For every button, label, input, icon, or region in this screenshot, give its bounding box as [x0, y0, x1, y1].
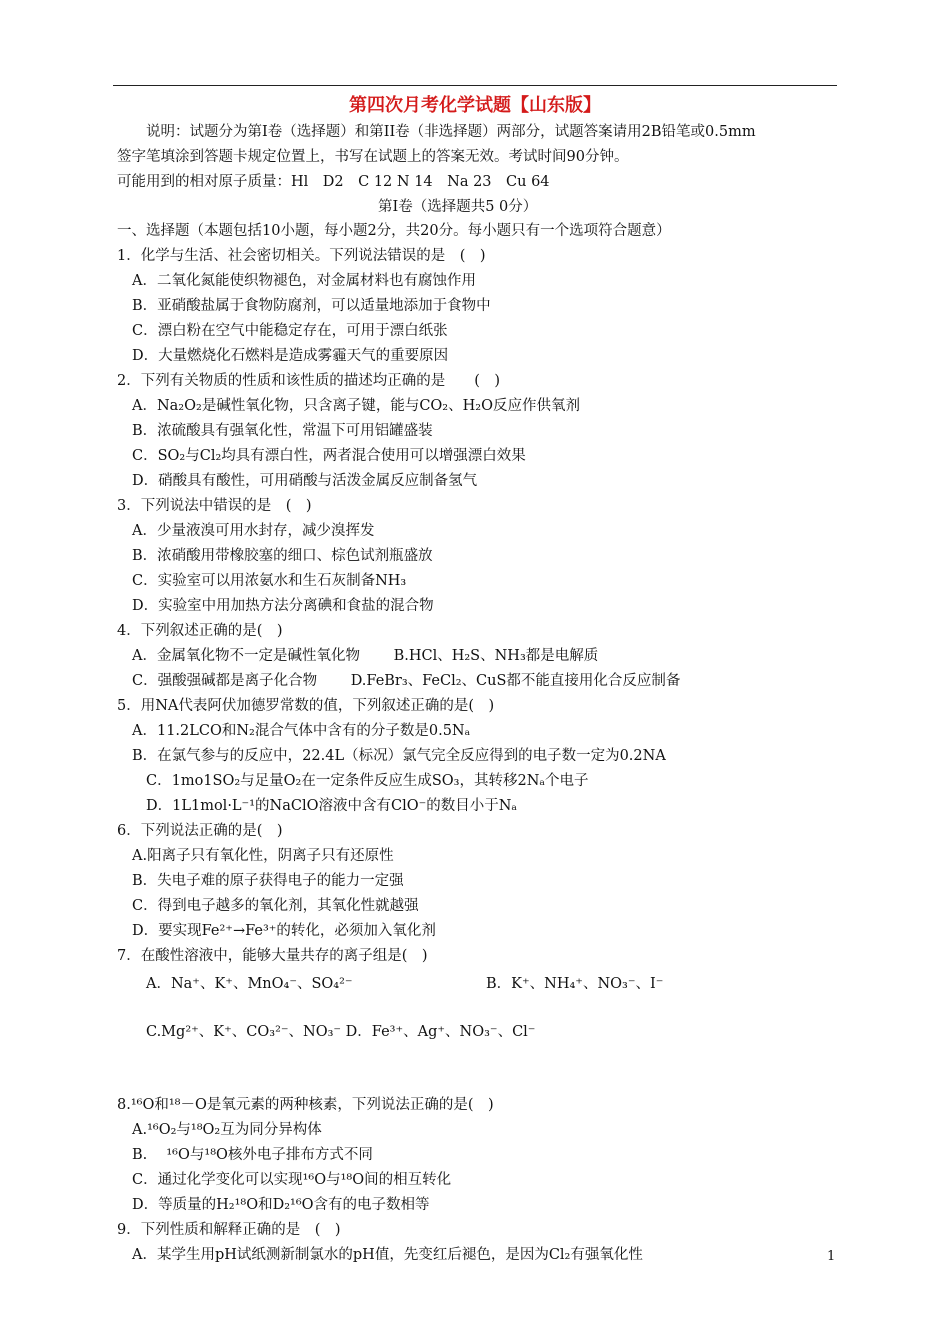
text-line: 4．下列叙述正确的是( ) — [117, 623, 283, 639]
text-line: A.阳离子只有氧化性，阴离子只有还原性 — [132, 848, 394, 864]
text-line: 9．下列性质和解释正确的是 ( ) — [117, 1222, 341, 1238]
text-line: 6．下列说法正确的是( ) — [117, 823, 283, 839]
text-line: A．11.2LCO和N₂混合气体中含有的分子数是0.5Nₐ — [132, 723, 471, 739]
text-line: C．强酸强碱都是离子化合物 D.FeBr₃、FeCl₂、CuS都不能直接用化合反应制备 — [132, 673, 681, 689]
text-line: D．要实现Fe²⁺→Fe³⁺的转化，必须加入氧化剂 — [132, 923, 436, 939]
text-line: C．得到电子越多的氧化剂，其氧化性就越强 — [132, 898, 419, 914]
text-line: A．二氧化氮能使织物褪色，对金属材料也有腐蚀作用 — [132, 273, 476, 289]
page-title: 第四次月考化学试题【山东版】 — [349, 95, 601, 116]
text-line: C．通过化学变化可以实现¹⁶O与¹⁸O间的相互转化 — [132, 1172, 452, 1188]
section-heading: 一、选择题（本题包括10小题，每小题2分，共20分。每小题只有一个选项符合题意） — [117, 223, 671, 239]
text-line: B．浓硝酸用带橡胶塞的细口、棕色试剂瓶盛放 — [132, 548, 433, 564]
text-line: A.¹⁶O₂与¹⁸O₂互为同分异构体 — [132, 1122, 322, 1138]
instructions-line-2: 签字笔填涂到答题卡规定位置上，书写在试题上的答案无效。考试时间90分钟。 — [117, 149, 629, 165]
text-line: D．等质量的H₂¹⁸O和D₂¹⁶O含有的电子数相等 — [132, 1197, 430, 1213]
q7-option-b: B．K⁺、NH₄⁺、NO₃⁻、I⁻ — [486, 976, 664, 992]
text-line: 8.¹⁶O和¹⁸－O是氧元素的两种核素，下列说法正确的是( ) — [117, 1097, 494, 1113]
text-line: A．某学生用pH试纸测新制氯水的pH值，先变红后褪色，是因为Cl₂有强氧化性 — [132, 1247, 643, 1263]
text-line: A．少量液溴可用水封存，减少溴挥发 — [132, 523, 375, 539]
text-line: C．SO₂与Cl₂均具有漂白性，两者混合使用可以增强漂白效果 — [132, 448, 526, 464]
instructions-line-1: 说明：试题分为第Ⅰ卷（选择题）和第II卷（非选择题）两部分，试题答案请用2B铅笔或0.5mm — [146, 124, 756, 140]
volume-heading: 第Ⅰ卷（选择题共5 0分） — [378, 199, 538, 215]
q7-option-c-d: C.Mg²⁺、K⁺、CO₃²⁻、NO₃⁻ D．Fe³⁺、Ag⁺、NO₃⁻、Cl⁻ — [146, 1024, 536, 1040]
text-line: 2．下列有关物质的性质和该性质的描述均正确的是 ( ) — [117, 373, 501, 389]
text-line: 3．下列说法中错误的是 ( ) — [117, 498, 312, 514]
atomic-masses: 可能用到的相对原子质量：Hl D2 C 12 N 14 Na 23 Cu 64 — [117, 174, 550, 190]
text-line: D．实验室中用加热方法分离碘和食盐的混合物 — [132, 598, 434, 614]
text-line: 7．在酸性溶液中，能够大量共存的离子组是( ) — [117, 948, 428, 964]
text-line: 1．化学与生活、社会密切相关。下列说法错误的是 ( ) — [117, 248, 486, 264]
q7-option-a: A．Na⁺、K⁺、MnO₄⁻、SO₄²⁻ — [146, 976, 353, 992]
text-line: D．1L1mol·L⁻¹的NaClO溶液中含有ClO⁻的数目小于Nₐ — [146, 798, 518, 814]
text-line: D．大量燃烧化石燃料是造成雾霾天气的重要原因 — [132, 348, 449, 364]
top-rule — [113, 85, 837, 86]
text-line: C．漂白粉在空气中能稳定存在，可用于漂白纸张 — [132, 323, 448, 339]
text-line: C．1mo1SO₂与足量O₂在一定条件反应生成SO₃，其转移2Nₐ个电子 — [146, 773, 589, 789]
text-line: 5．用NA代表阿伏加德罗常数的值，下列叙述正确的是( ) — [117, 698, 495, 714]
text-line: B．在氯气参与的反应中，22.4L（标况）氯气完全反应得到的电子数一定为0.2NA — [132, 748, 666, 764]
text-line: C．实验室可以用浓氨水和生石灰制备NH₃ — [132, 573, 407, 589]
text-line: B. ¹⁶O与¹⁸O核外电子排布方式不同 — [132, 1147, 373, 1163]
text-line: A．金属氧化物不一定是碱性氧化物 B.HCl、H₂S、NH₃都是电解质 — [132, 648, 599, 664]
text-line: B．亚硝酸盐属于食物防腐剂，可以适量地添加于食物中 — [132, 298, 491, 314]
text-line: B．失电子难的原子获得电子的能力一定强 — [132, 873, 404, 889]
text-line: B．浓硫酸具有强氧化性，常温下可用铝罐盛装 — [132, 423, 433, 439]
text-line: A．Na₂O₂是碱性氧化物，只含离子键，能与CO₂、H₂O反应作供氧剂 — [132, 398, 580, 414]
page-number: 1 — [827, 1249, 836, 1264]
text-line: D．硝酸具有酸性，可用硝酸与活泼金属反应制备氢气 — [132, 473, 478, 489]
